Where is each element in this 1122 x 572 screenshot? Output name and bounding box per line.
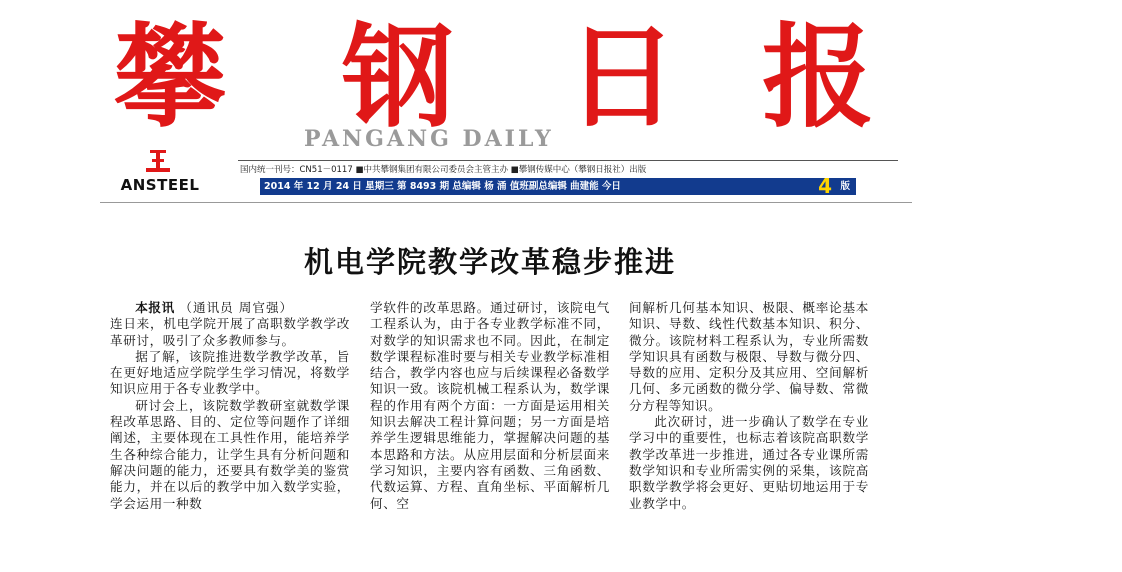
article-column-1: [110, 300, 350, 556]
header-bottom-rule: [100, 202, 912, 203]
article-headline: 机电学院教学改革稳步推进: [303, 245, 676, 279]
publication-info: 国内统一刊号：CN51－0117 ■中共攀钢集团有限公司委员会主管主办 ■攀钢传媒中心（攀钢日报社）出版: [240, 165, 647, 175]
byline-source: （通讯员 周官强）: [179, 300, 294, 315]
logo-text: ANSTEEL: [120, 176, 200, 194]
dateline-text: 2014 年 12 月 24 日 星期三 第 8493 期 总编辑 杨 涌 值班副总编辑 曲建能 今日: [264, 181, 621, 192]
ansteel-mark-icon: [144, 146, 172, 174]
article-paragraph: 间解析几何基本知识、极限、概率论基本知识、导数、线性代数基本知识、积分、微分。该院材料工程系认为，专业所需数学知识具有函数与极限、导数与微分四、导数的应用、定积分及其应用、空间解析几何、多元函数的微分学、偏导数、常微分方程等知识。: [629, 300, 869, 413]
article-column-3: [629, 300, 869, 556]
article-paragraph: 学软件的改革思路。通过研讨，该院电气工程系认为，由于各专业教学标准不同，对数学的知识需求也不同。因此，在制定数学课程标准时要与相关专业教学标准相结合，教学内容也应与后续课程必备数学知识一致。该院机械工程系认为，数学课程的作用有两个方面：一方面是运用相关知识去解决工程计算问题；另一方面是培养学生逻辑思维能力，掌握解决问题的基本思路和方法。从应用层面和分析层面来学习知识，主要内容有函数、三角函数、代数运算、方程、直角坐标、平面解析几何、空: [370, 300, 610, 511]
article-paragraph: 据了解，该院推进数学教学改革，旨在更好地适应学院学生学习情况，将数学知识应用于各专业教学中。: [110, 348, 350, 397]
title-char-3: 日: [566, 12, 678, 143]
page-unit: 版: [840, 181, 850, 192]
title-char-4: 报: [762, 12, 874, 143]
article-paragraph: 研讨会上，该院数学教研室就数学课程改革思路、目的、定位等问题作了详细阐述，主要体现在工具性作用，能培养学生各种综合能力，让学生具有分析问题和解决问题的能力，还要具有数学美的鉴赏能力，并在以后的教学中加入数学实验，学会运用一种数: [110, 397, 350, 511]
article-paragraph: [110, 300, 350, 316]
ansteel-logo: [108, 146, 212, 198]
dateline-bar: [260, 174, 856, 198]
article-paragraph: 连日来，机电学院开展了高职数学教学改革研讨，吸引了众多教师参与。: [110, 316, 350, 348]
newspaper-title-english: PANGANG DAILY: [304, 126, 554, 152]
article-paragraph: 此次研讨，进一步确认了数学在专业学习中的重要性，也标志着该院高职数学教学改革进一步推进，通过各专业课所需数学知识和专业所需实例的采集，该院高职数学教学将会更好、更贴切地运用于专业教学中。: [629, 414, 869, 511]
page-number: 4: [818, 174, 832, 198]
byline-lead: 本报讯: [135, 300, 175, 315]
title-char-2: 钢: [342, 12, 454, 143]
title-char-1: 攀: [114, 12, 226, 143]
article-column-2: [370, 300, 610, 556]
masthead: [104, 12, 904, 200]
masthead-divider: [238, 160, 898, 161]
